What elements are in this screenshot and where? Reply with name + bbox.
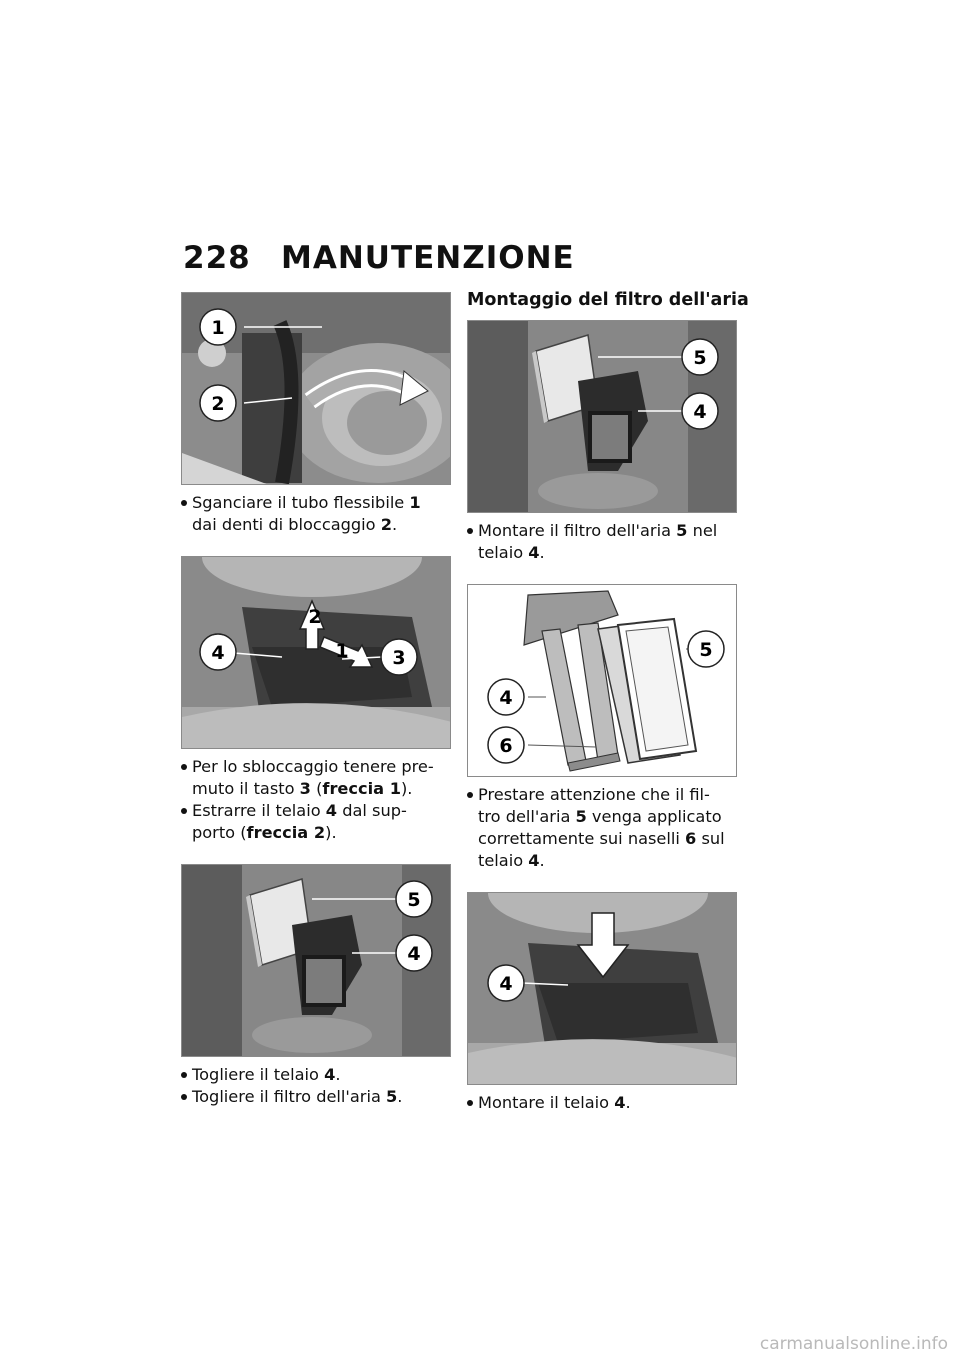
photo-hose-teeth-illustration xyxy=(182,293,451,485)
section-title: MANUTENZIONE xyxy=(281,240,575,276)
step-item: Montare il filtro dell'aria 5 nel telaio 4. xyxy=(467,520,737,564)
photo-remove-filter xyxy=(181,864,451,1057)
photo-release-frame-illustration xyxy=(182,557,451,749)
photo-remove-filter-illustration xyxy=(182,865,451,1057)
subsection-title: Montaggio del filtro dell'aria xyxy=(467,290,749,310)
step-item: Togliere il telaio 4. xyxy=(181,1064,451,1086)
step-item: Estrarre il telaio 4 dal sup- porto (freccia 2). xyxy=(181,800,451,844)
step-item: Per lo sbloccaggio tenere pre- muto il tasto 3 (freccia 1). xyxy=(181,756,451,800)
diagram-filter-tabs-illustration xyxy=(468,585,737,777)
step-item: Montare il telaio 4. xyxy=(467,1092,737,1114)
callout-5: 5 xyxy=(693,347,707,369)
arrow-label-1: 1 xyxy=(335,640,349,662)
callout-4: 4 xyxy=(407,943,421,965)
callout-6: 6 xyxy=(499,735,513,757)
callout-4: 4 xyxy=(211,642,225,664)
callout-4: 4 xyxy=(499,687,513,709)
photo-release-frame xyxy=(181,556,451,749)
step-item: Prestare attenzione che il fil- tro dell'aria 5 venga applicato correttamente sui naselli 6 sul telaio 4. xyxy=(467,784,737,872)
callout-1: 1 xyxy=(211,317,225,339)
callout-2: 2 xyxy=(211,393,225,415)
callout-3: 3 xyxy=(392,647,406,669)
left-column xyxy=(181,292,451,1128)
right-column xyxy=(467,290,749,1134)
page-header xyxy=(183,240,575,276)
step-item: Sganciare il tubo flessibile 1 dai denti di bloccaggio 2. xyxy=(181,492,451,536)
steps-install xyxy=(467,520,737,564)
photo-mount-frame-illustration xyxy=(468,893,737,1085)
steps-release xyxy=(181,756,451,844)
page-number: 228 xyxy=(183,240,251,276)
arrow-label-2: 2 xyxy=(308,606,322,628)
steps-mount xyxy=(467,1092,737,1114)
photo-mount-frame xyxy=(467,892,737,1085)
callout-5: 5 xyxy=(407,889,421,911)
callout-5: 5 xyxy=(699,639,713,661)
photo-install-filter xyxy=(467,320,737,513)
callout-4: 4 xyxy=(499,973,513,995)
photo-hose-teeth xyxy=(181,292,451,485)
photo-install-filter-illustration xyxy=(468,321,737,513)
steps-remove xyxy=(181,1064,451,1108)
steps-hose xyxy=(181,492,451,536)
steps-check-tabs xyxy=(467,784,737,872)
callout-4: 4 xyxy=(693,401,707,423)
step-item: Togliere il filtro dell'aria 5. xyxy=(181,1086,451,1108)
diagram-filter-tabs xyxy=(467,584,737,777)
watermark: carmanualsonline.info xyxy=(759,1334,948,1354)
